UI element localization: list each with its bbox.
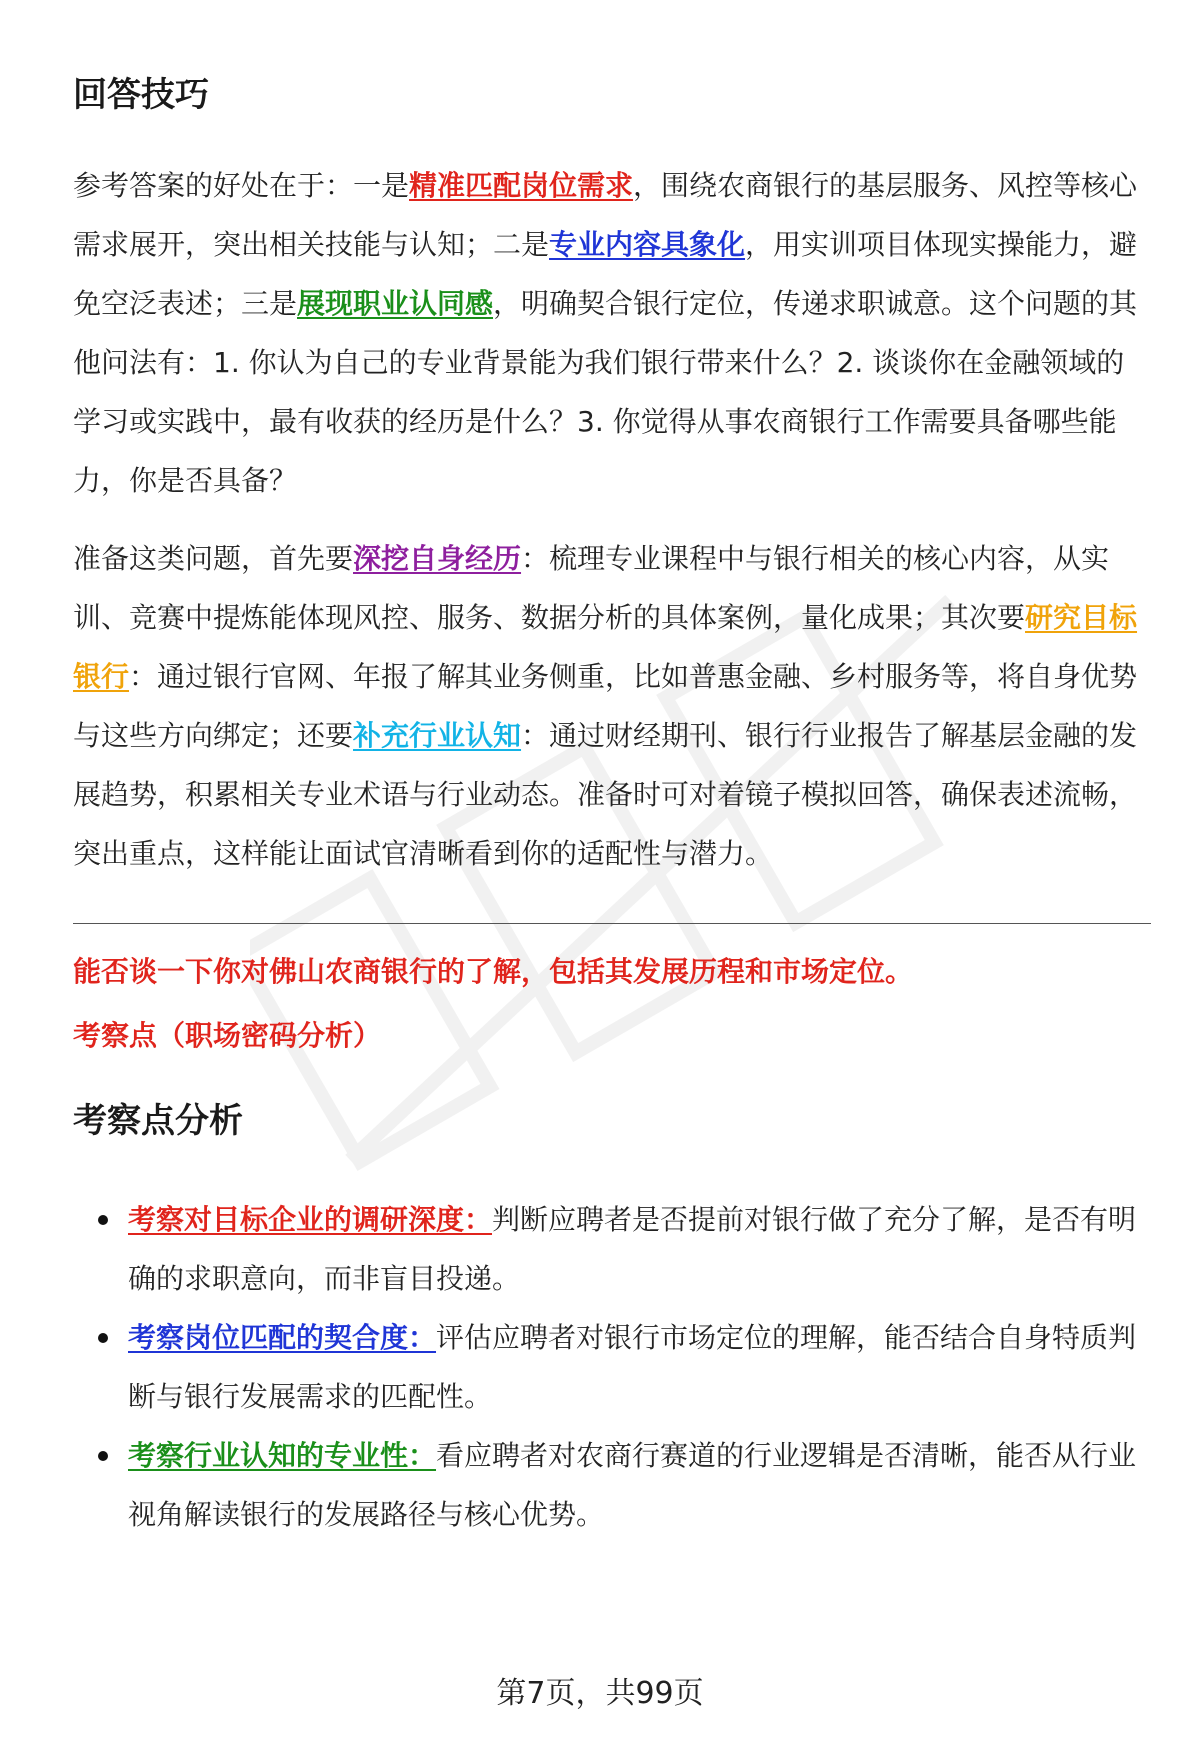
answer-tips-paragraph-1 <box>73 156 1151 510</box>
bullet-icon <box>98 1215 108 1225</box>
highlight-phrase: 深挖自身经历 <box>353 542 522 575</box>
paragraph-text: ，围绕农商银行的基层服务、风控等核心需求展开，突出相关技能与认知；二是 <box>73 169 1138 261</box>
paragraph-text: ：通过银行官网、年报了解其业务侧重，比如普惠金融、乡村服务等，将自身优势与这些方向绑定；还要 <box>73 660 1138 752</box>
paragraph-text: 准备这类问题，首先要 <box>73 542 354 575</box>
paragraph-text: ：通过财经期刊、银行行业报告了解基层金融的发展趋势，积累相关专业术语与行业动态。准备时可对着镜子模拟回答，确保表述流畅，突出重点，这样能让面试官清晰看到你的适配性与潜力。 <box>73 719 1138 870</box>
paragraph-text: 参考答案的好处在于：一是 <box>73 169 410 202</box>
analysis-point-label: 考察岗位匹配的契合度： <box>128 1321 437 1354</box>
bullet-icon <box>98 1451 108 1461</box>
question-subtitle: 考察点（职场密码分析） <box>73 1019 382 1052</box>
highlight-phrase: 专业内容具象化 <box>549 228 746 261</box>
section-heading-answer-tips: 回答技巧 <box>73 75 209 115</box>
section-heading-analysis: 考察点分析 <box>73 1101 243 1141</box>
page-number: 第7页，共99页 <box>496 1676 704 1711</box>
highlight-phrase: 展现职业认同感 <box>297 287 494 320</box>
analysis-point <box>73 1190 1151 1308</box>
section-divider <box>73 923 1151 924</box>
highlight-phrase: 补充行业认知 <box>353 719 522 752</box>
paragraph-text: ，用实训项目体现实操能力，避免空泛表述；三是 <box>73 228 1138 320</box>
paragraph-text: ：梳理专业课程中与银行相关的核心内容，从实训、竞赛中提炼能体现风控、服务、数据分析的具体案例，量化成果；其次要 <box>73 542 1110 634</box>
bullet-icon <box>98 1333 108 1343</box>
analysis-points-list <box>73 1190 1151 1544</box>
highlight-phrase: 精准匹配岗位需求 <box>409 169 634 202</box>
analysis-point-label: 考察行业认知的专业性： <box>128 1439 437 1472</box>
highlight-phrase: 研究目标银行 <box>73 601 1138 693</box>
analysis-point-text: 判断应聘者是否提前对银行做了充分了解，是否有明确的求职意向，而非盲目投递。 <box>128 1203 1137 1295</box>
question-title: 能否谈一下你对佛山农商银行的了解，包括其发展历程和市场定位。 <box>73 955 914 988</box>
analysis-point <box>73 1308 1151 1426</box>
answer-tips-paragraph-2 <box>73 529 1151 883</box>
analysis-point-text: 评估应聘者对银行市场定位的理解，能否结合自身特质判断与银行发展需求的匹配性。 <box>128 1321 1137 1413</box>
analysis-point <box>73 1426 1151 1544</box>
analysis-point-text: 看应聘者对农商行赛道的行业逻辑是否清晰，能否从行业视角解读银行的发展路径与核心优势。 <box>128 1439 1137 1531</box>
paragraph-text: ，明确契合银行定位，传递求职诚意。这个问题的其他问法有：1. 你认为自己的专业背景能为我们银行带来什么？2. 谈谈你在金融领域的学习或实践中，最有收获的经历是什么？3. 你觉得从事农商银行工作需要具备哪些能力，你是否具备？ <box>73 287 1138 497</box>
analysis-point-label: 考察对目标企业的调研深度： <box>128 1203 493 1236</box>
